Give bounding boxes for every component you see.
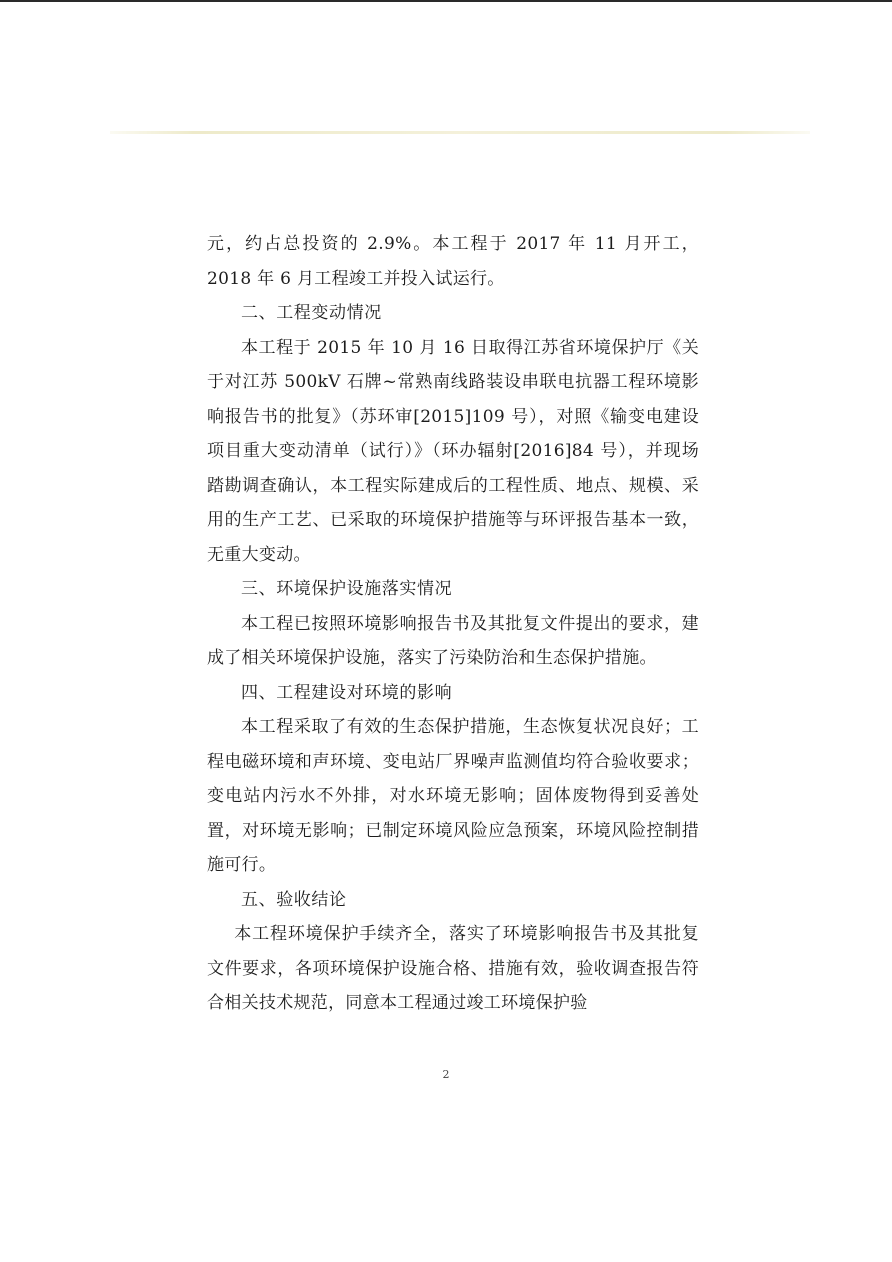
section-heading-impact: 四、工程建设对环境的影响 — [241, 682, 453, 703]
section-heading-facilities: 三、环境保护设施落实情况 — [241, 579, 453, 599]
page-number: 2 — [442, 1068, 450, 1081]
section-heading-conclusion: 五、验收结论 — [241, 889, 347, 910]
paragraph-intro: 元，约占总投资的 2.9%。本工程于 2017 年 11 月开工，2018 年 6 月工程竣工并投入试运行。 — [207, 234, 699, 289]
paragraph-impact: 本工程采取了有效的生态保护措施，生态恢复状况良好；工程电磁环境和声环境、变电站厂界噪声监测值均符合验收要求；变电站内污水不外排，对水环境无影响；固体废物得到妥善处置，对环境无影响；已制定环境风险应急预案，环境风险控制措施可行。 — [207, 717, 699, 875]
paragraph-changes: 本工程于 2015 年 10 月 16 日取得江苏省环境保护厅《关于对江苏 500kV 石牌~常熟南线路装设串联电抗器工程环境影响报告书的批复》（苏环审[2015]109 号），对照《输变电建设项目重大变动清单（试行）》（环办辐射[2016]84 号），并现场踏勘调查确认，本工程实际建成后的工程性质、地点、规模、采用的生产工艺、已采取的环境保护措施等与环评报告基本一致，无重大变动。 — [207, 337, 699, 565]
document-body — [207, 227, 699, 1021]
page-top-edge — [0, 0, 892, 2]
section-heading-changes: 二、工程变动情况 — [241, 303, 382, 323]
paragraph-facilities: 本工程已按照环境影响报告书及其批复文件提出的要求，建成了相关环境保护设施，落实了污染防治和生态保护措施。 — [207, 613, 699, 668]
paragraph-conclusion: 本工程环境保护手续齐全，落实了环境影响报告书及其批复文件要求，各项环境保护设施合格、措施有效，验收调查报告符合相关技术规范，同意本工程通过竣工环境保护验 — [207, 924, 699, 1013]
header-rule — [110, 131, 810, 134]
